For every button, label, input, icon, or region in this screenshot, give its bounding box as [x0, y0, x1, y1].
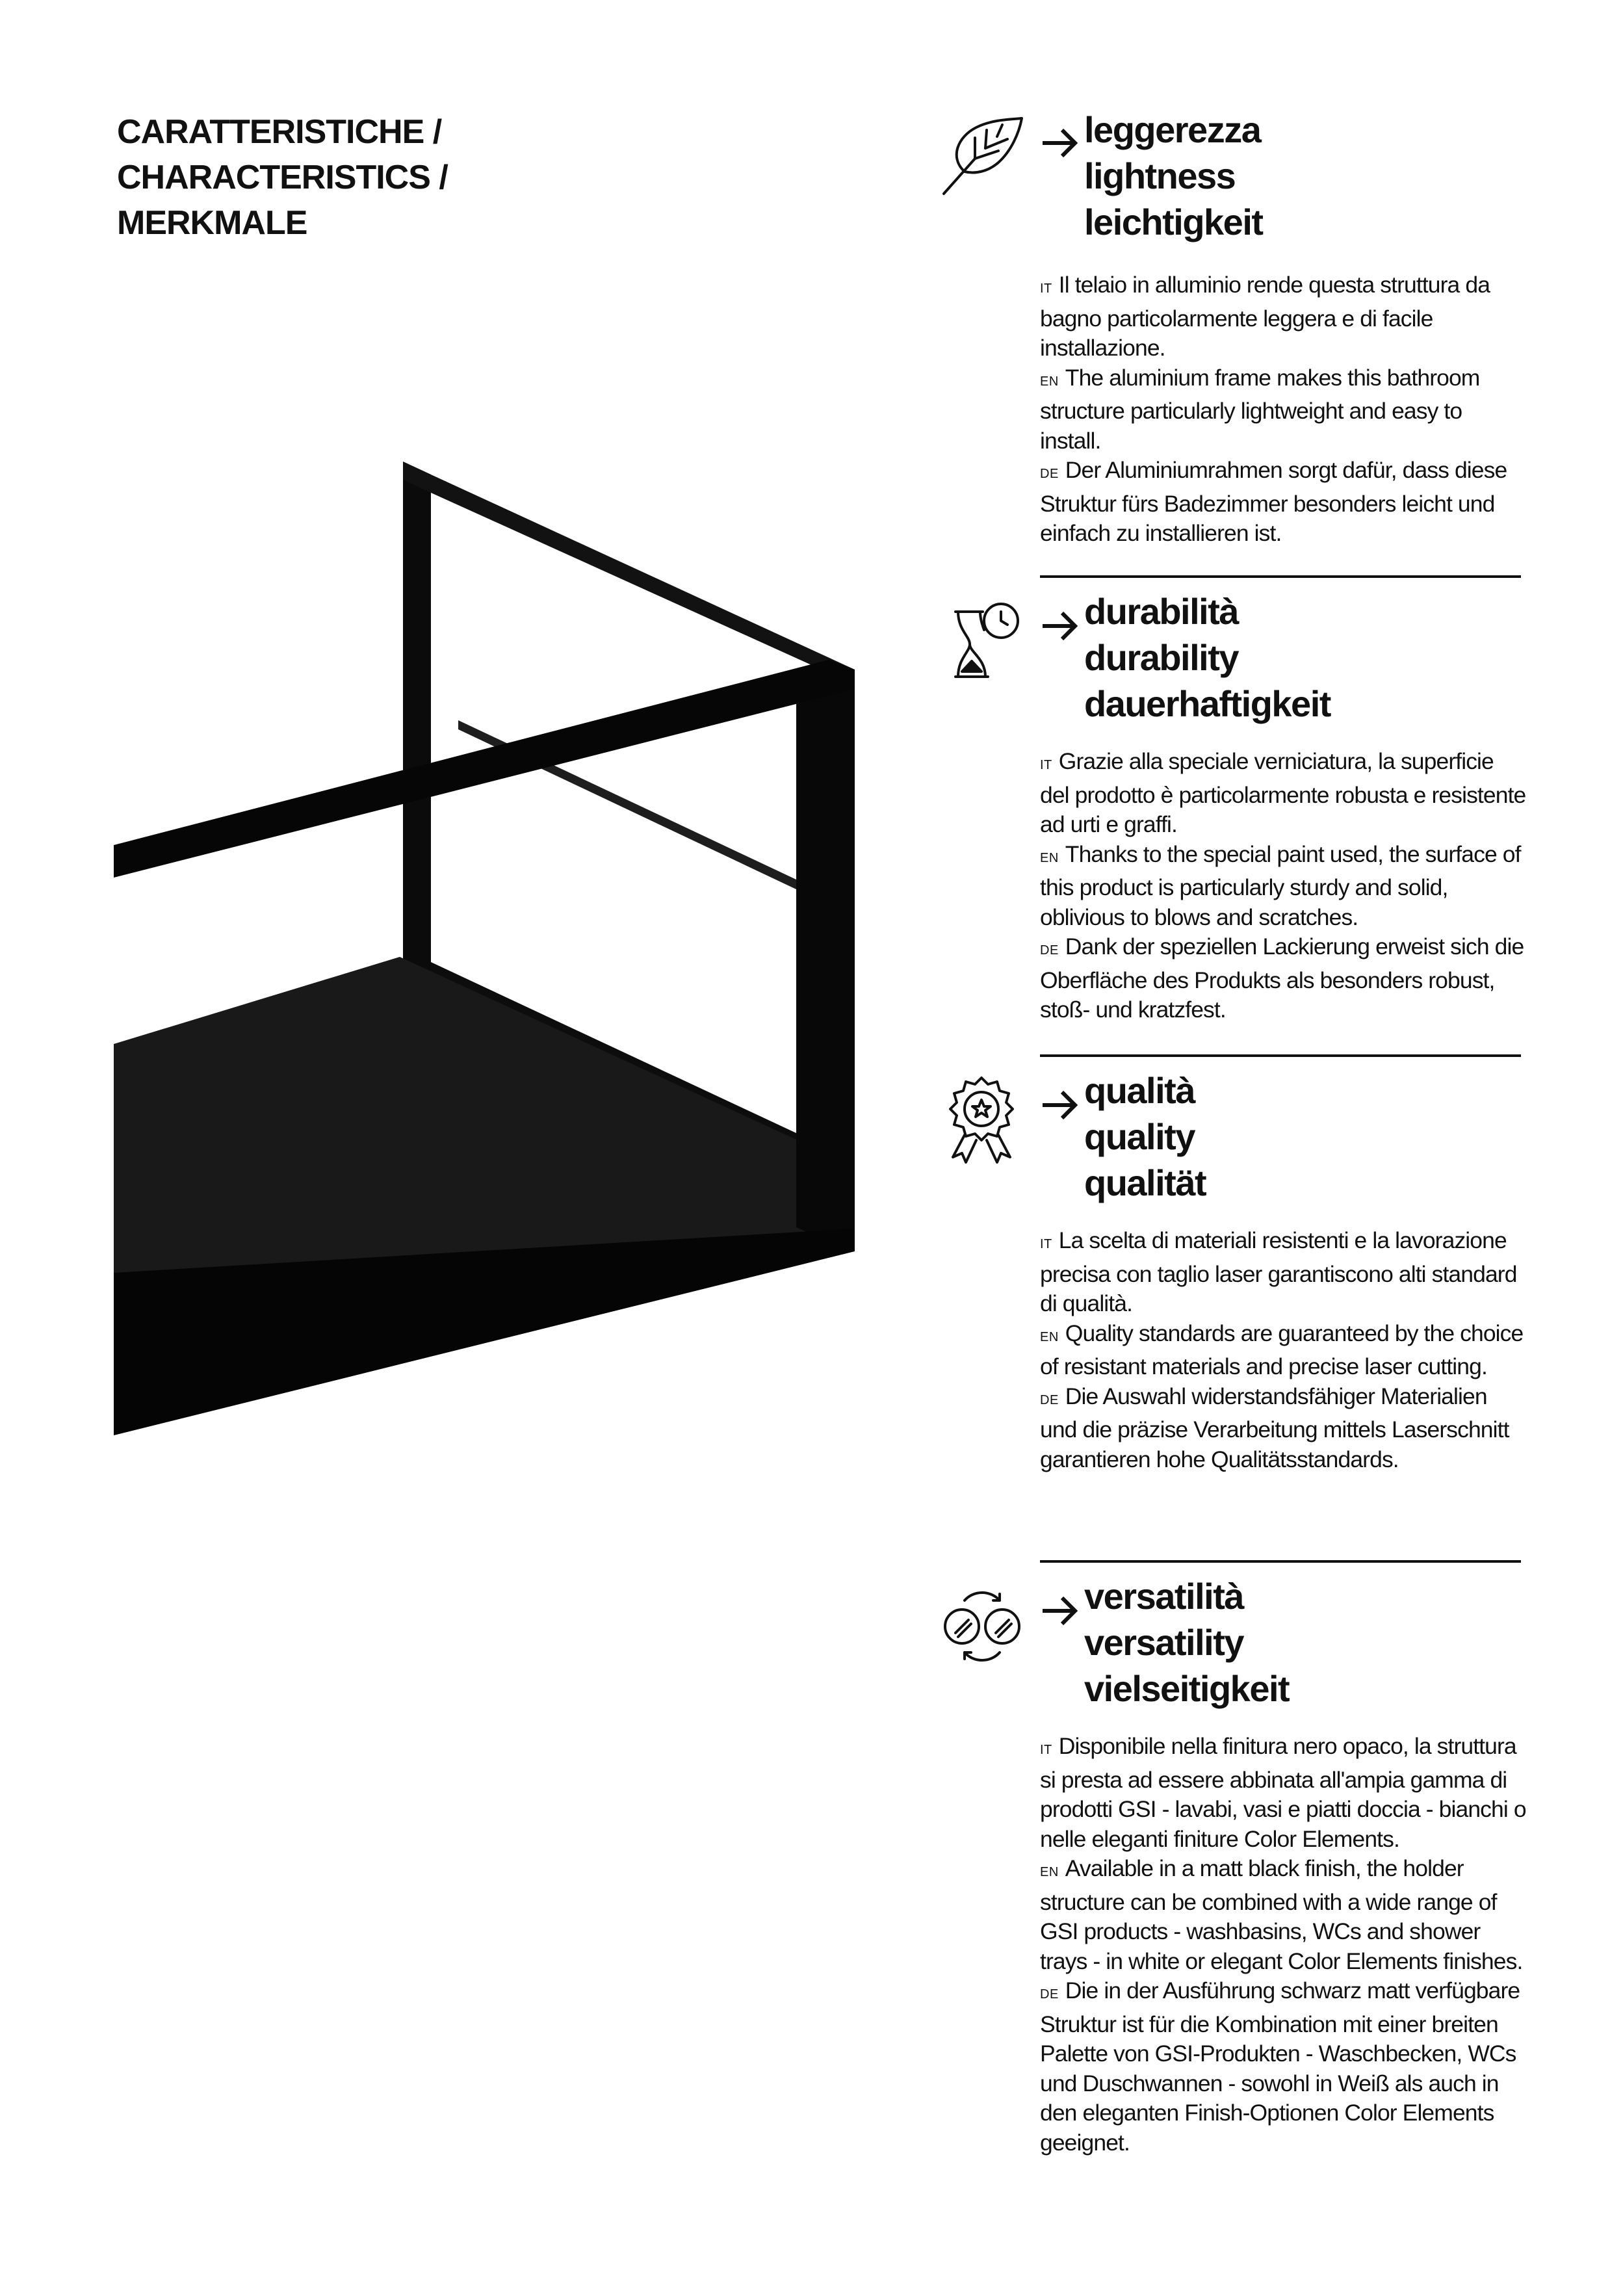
paragraph-german	[1040, 456, 1527, 549]
lang-code: IT	[1040, 1743, 1052, 1757]
lang-code: IT	[1040, 281, 1052, 296]
section-title	[1084, 1067, 1206, 1206]
paragraph-text: Il telaio in alluminio rende questa struttura da bagno particolarmente leggera e di facile installazione.	[1040, 272, 1490, 361]
lang-code: EN	[1040, 374, 1059, 389]
title-german: vielseitigkeit	[1084, 1668, 1290, 1709]
section-body	[1040, 270, 1527, 549]
lang-code: DE	[1040, 943, 1059, 958]
arrow-right-icon	[1039, 1593, 1084, 1629]
page-heading-line: CARATTERISTICHE /	[117, 113, 442, 151]
paragraph-text: La scelta di materiali resistenti e la lavorazione precisa con taglio laser garantiscono alti standard di qualità.	[1040, 1227, 1517, 1316]
section-body	[1040, 747, 1527, 1025]
paragraph-german	[1040, 1976, 1527, 2158]
page-heading-line: CHARACTERISTICS /	[117, 159, 448, 196]
lang-code: IT	[1040, 758, 1052, 772]
frame-front-post	[796, 670, 855, 1242]
frame-front-top-rail	[114, 660, 855, 878]
arrow-right-icon	[1039, 125, 1084, 161]
title-italian: durabilità	[1084, 591, 1239, 632]
section-divider	[1040, 575, 1521, 578]
section-title	[1084, 1573, 1289, 1712]
paragraph-text: Available in a matt black finish, the holder structure can be combined with a wide range of GSI products - washbasins, WCs and shower trays - in white or elegant Color Elements finishes.	[1040, 1855, 1523, 1974]
paragraph-english	[1040, 1854, 1527, 1976]
paragraph-english	[1040, 1319, 1527, 1382]
lang-code: DE	[1040, 467, 1059, 481]
paragraph-italian	[1040, 1732, 1527, 1854]
title-english: quality	[1084, 1116, 1195, 1157]
section-title	[1084, 588, 1331, 727]
paragraph-italian	[1040, 1226, 1527, 1319]
paragraph-text: The aluminium frame makes this bathroom structure particularly lightweight and easy to install.	[1040, 364, 1480, 454]
title-italian: versatilità	[1084, 1576, 1243, 1617]
paragraph-text: Disponibile nella finitura nero opaco, la struttura si presta ad essere abbinata all'ampia gamma di prodotti GSI - lavabi, vasi e piatti doccia - bianchi o nelle eleganti finiture Color Elements.	[1040, 1733, 1526, 1852]
section-body	[1040, 1732, 1527, 2158]
paragraph-german	[1040, 932, 1527, 1025]
quality-badge-icon	[936, 1073, 1027, 1164]
feather-icon	[936, 111, 1027, 202]
paragraph-english	[1040, 840, 1527, 933]
lang-code: IT	[1040, 1237, 1052, 1251]
title-german: qualität	[1084, 1162, 1206, 1203]
section-title	[1084, 107, 1263, 245]
hourglass-clock-icon	[936, 594, 1027, 685]
paragraph-text: Thanks to the special paint used, the surface of this product is particularly sturdy and solid, oblivious to blows and scratches.	[1040, 841, 1521, 930]
page-heading	[117, 109, 572, 246]
frame-illustration	[114, 455, 861, 1443]
paragraph-text: Quality standards are guaranteed by the choice of resistant materials and precise laser cutting.	[1040, 1320, 1524, 1379]
lang-code: DE	[1040, 1392, 1059, 1407]
title-english: durability	[1084, 637, 1239, 678]
paragraph-text: Der Aluminiumrahmen sorgt dafür, dass diese Struktur fürs Badezimmer besonders leicht und einfach zu installieren ist.	[1040, 457, 1507, 546]
page-heading-line: MERKMALE	[117, 204, 307, 242]
title-english: lightness	[1084, 155, 1236, 196]
paragraph-italian	[1040, 270, 1527, 363]
product-image	[114, 455, 861, 1443]
section-body	[1040, 1226, 1527, 1474]
frame-shelf-top	[114, 957, 855, 1274]
section-divider	[1040, 1560, 1521, 1563]
title-italian: leggerezza	[1084, 109, 1261, 150]
title-german: dauerhaftigkeit	[1084, 683, 1331, 724]
paragraph-text: Die in der Ausführung schwarz matt verfügbare Struktur ist für die Kombination mit einer breiten Palette von GSI-Produkten - Waschbecken, WCs und Duschwannen - sowohl in Weiß als auch in den eleganten Finish-Optionen Color Elements geeignet.	[1040, 1977, 1520, 2156]
frame-back-post	[403, 462, 431, 987]
paragraph-text: Grazie alla speciale verniciatura, la superficie del prodotto è particolarmente robusta e resistente ad urti e graffi.	[1040, 748, 1526, 837]
lang-code: DE	[1040, 1987, 1059, 2002]
paragraph-english	[1040, 363, 1527, 456]
exchange-icon	[936, 1578, 1027, 1669]
paragraph-text: Die Auswahl widerstandsfähiger Materialien und die präzise Verarbeitung mittels Laserschnitt garantieren hohe Qualitätsstandards.	[1040, 1383, 1509, 1472]
section-divider	[1040, 1054, 1521, 1057]
frame-top-side-rail	[403, 462, 855, 686]
arrow-right-icon	[1039, 1087, 1084, 1123]
lang-code: EN	[1040, 850, 1059, 865]
lang-code: EN	[1040, 1865, 1059, 1879]
title-italian: qualità	[1084, 1070, 1195, 1111]
title-english: versatility	[1084, 1622, 1243, 1663]
paragraph-italian	[1040, 747, 1527, 840]
paragraph-text: Dank der speziellen Lackierung erweist sich die Oberfläche des Produkts als besonders robust, stoß- und kratzfest.	[1040, 933, 1524, 1023]
arrow-right-icon	[1039, 608, 1084, 644]
paragraph-german	[1040, 1382, 1527, 1475]
title-german: leichtigkeit	[1084, 202, 1263, 242]
lang-code: EN	[1040, 1329, 1059, 1344]
